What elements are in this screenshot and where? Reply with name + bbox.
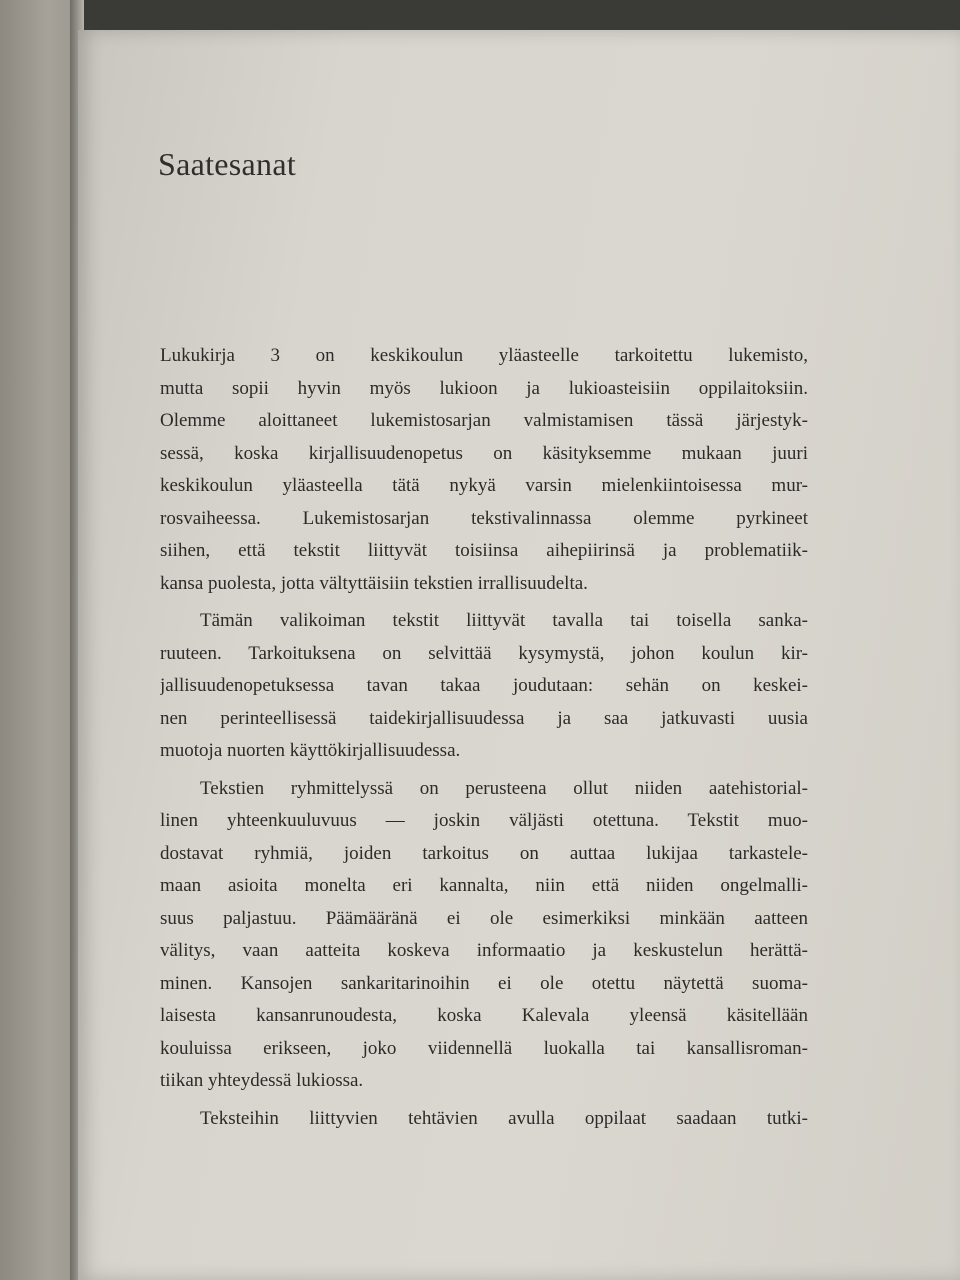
text-line: Teksteihin liittyvien tehtävien avulla oppilaat saadaan tutki- [200,1107,808,1129]
text-line: jallisuudenopetuksessa tavan takaa joudutaan: sehän on keskei- [160,675,808,696]
text-line: maan asioita monelta eri kannalta, niin että niiden ongelmalli- [160,875,808,896]
paragraph-1 [160,340,808,600]
text-line: välitys, vaan aatteita koskeva informaatio ja keskustelun herättä- [160,940,808,961]
paragraph-4 [160,1103,808,1136]
text-line: kouluissa erikseen, joko viidennellä luokalla tai kansallisroman- [160,1037,808,1059]
body-text [160,340,808,1140]
text-line: laisesta kansanrunoudesta, koska Kalevala yleensä käsitellään [160,1005,808,1026]
text-line: mutta sopii hyvin myös lukioon ja lukioasteisiin oppilaitoksiin. [160,377,808,399]
text-line: suus paljastuu. Päämääränä ei ole esimerkiksi minkään aatteen [160,907,808,929]
paragraph-3 [160,773,808,1098]
text-line: Tekstien ryhmittelyssä on perusteena ollut niiden aatehistorial- [200,777,808,799]
text-line: linen yhteenkuuluvuus — joskin väljästi otettuna. Tekstit muo- [160,810,808,831]
text-line: muotoja nuorten käyttökirjallisuudessa. [160,740,461,761]
text-line: Tämän valikoiman tekstit liittyvät tavalla tai toisella sanka- [200,610,808,631]
text-line: nen perinteellisessä taidekirjallisuudessa ja saa jatkuvasti uusia [160,707,808,729]
text-line: kansa puolesta, jotta vältyttäisiin tekstien irrallisuudelta. [160,572,588,594]
text-line: Lukukirja 3 on keskikoulun yläasteelle tarkoitettu lukemisto, [160,345,808,366]
text-line: minen. Kansojen sankaritarinoihin ei ole otettu näytettä suoma- [160,972,808,994]
text-line: ruuteen. Tarkoituksena on selvittää kysymystä, johon koulun kir- [160,642,808,664]
text-line: sessä, koska kirjallisuudenopetus on käsityksemme mukaan juuri [160,442,808,464]
text-line: siihen, että tekstit liittyvät toisiinsa aihepiirinsä ja problematiik- [160,540,808,561]
previous-page-edge [0,0,80,1280]
page-heading: Saatesanat [158,146,297,182]
text-line: tiikan yhteydessä lukiossa. [160,1070,364,1091]
text-line: keskikoulun yläasteella tätä nykyä varsin mielenkiintoisessa mur- [160,475,808,496]
text-line: Olemme aloittaneet lukemistosarjan valmistamisen tässä järjestyk- [160,410,808,431]
text-line: dostavat ryhmiä, joiden tarkoitus on auttaa lukijaa tarkastele- [160,842,808,864]
text-line: rosvaiheessa. Lukemistosarjan tekstivalinnassa olemme pyrkineet [160,507,808,529]
paragraph-2 [160,605,808,768]
